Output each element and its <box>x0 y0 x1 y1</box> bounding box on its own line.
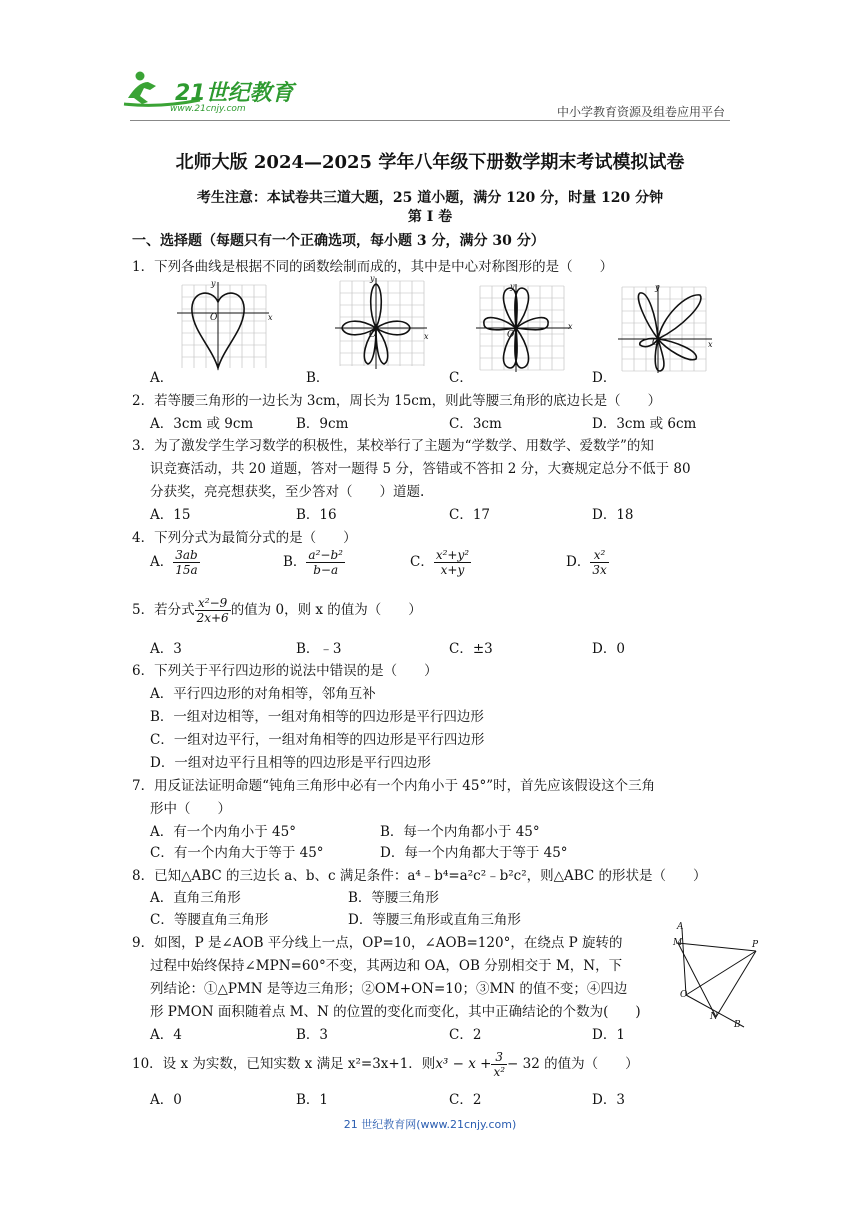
q9-option-a[interactable]: A．4 <box>150 1027 182 1043</box>
q4-stem: 4．下列分式为最简分式的是（ ） <box>132 530 357 546</box>
q9-option-b[interactable]: B．3 <box>296 1027 329 1043</box>
q7-option-d[interactable]: D．每一个内角都大于等于 45° <box>380 845 568 861</box>
logo-url: www.21cnjy.com <box>170 104 246 114</box>
q5-stem <box>132 596 422 625</box>
q1-option-b[interactable]: B． <box>306 370 330 386</box>
page-title: 北师大版 2024—2025 学年八年级下册数学期末考试模拟试卷 <box>175 152 685 173</box>
q4-option-a[interactable] <box>150 548 200 577</box>
q4-d-denominator: 3x <box>592 563 607 577</box>
q1-stem: 1．下列各曲线是根据不同的函数绘制而成的，其中是中心对称图形的是（ ） <box>132 259 614 275</box>
header-divider <box>130 120 730 121</box>
fig-d-o: O <box>652 338 660 348</box>
q3-line1: 3．为了激发学生学习数学的积极性，某校举行了主题为“学数学、用数学、爱数学”的知 <box>132 438 654 454</box>
q8-stem: 8．已知△ABC 的三边长 a、b、c 满足条件：a⁴﹣b⁴=a²c²﹣b²c²，则△ABC 的形状是（ ） <box>132 868 707 884</box>
q4-option-c[interactable] <box>410 548 471 577</box>
logo-text: 21世纪教育 <box>175 81 294 106</box>
q9-line3: 列结论：①△PMN 是等边三角形；②OM+ON=10；③MN 的值不变；④四边 <box>150 981 628 997</box>
q6-option-c[interactable]: C．一组对边平行，一组对角相等的四边形是平行四边形 <box>150 732 485 748</box>
q10-fraction <box>491 1050 507 1079</box>
fig-b-x: x <box>424 332 429 341</box>
q7-option-b[interactable]: B．每一个内角都小于 45° <box>380 824 540 840</box>
fig-a-y: y <box>211 279 216 288</box>
q3-line3: 分获奖，亮亮想获奖，至少答对（ ）道题. <box>150 484 425 500</box>
q9-label-a: A <box>677 922 684 932</box>
q2-option-b[interactable]: B．9cm <box>296 416 349 432</box>
q4-option-d[interactable] <box>566 548 609 577</box>
q7-line1: 7．用反证法证明命题“钝角三角形中必有一个内角小于 45°”时，首先应该假设这个三角 <box>132 778 656 794</box>
fig-a-o: O <box>210 313 218 323</box>
platform-text: 中小学教育资源及组卷应用平台 <box>556 105 725 119</box>
q1-figure-d <box>616 283 716 375</box>
fig-b-o: O <box>369 330 377 340</box>
q4-b-denominator: b−a <box>313 563 339 577</box>
q4-b-numerator: a²−b² <box>308 548 343 562</box>
q10-denominator: x² <box>493 1065 506 1079</box>
q9-line4: 形 PMON 面积随着点 M、N 的位置的变化而变化，其中正确结论的个数为( ) <box>150 1004 641 1020</box>
q5-option-a[interactable]: A．3 <box>150 641 182 657</box>
q1-figure-c <box>474 282 574 374</box>
q10-prefix: 10．设 x 为实数，已知实数 x 满足 x²=3x+1．则 <box>132 1056 436 1072</box>
q6-option-b[interactable]: B．一组对边相等，一组对角相等的四边形是平行四边形 <box>150 709 484 725</box>
q3-option-b[interactable]: B．16 <box>296 507 337 523</box>
q5-prefix: 5．若分式 <box>132 602 195 618</box>
q9-line2: 过程中始终保持∠MPN=60°不变，其两边和 OA，OB 分别相交于 M，N，下 <box>150 958 623 974</box>
q2-option-c[interactable]: C．3cm <box>449 416 502 432</box>
q5-numerator: x²−9 <box>195 596 231 611</box>
fig-d-x: x <box>708 340 713 349</box>
q5-option-b[interactable]: B．﹣3 <box>296 641 342 657</box>
q10-option-a[interactable]: A．0 <box>150 1092 182 1108</box>
q10-option-c[interactable]: C．2 <box>449 1092 482 1108</box>
q10-expr2: − 32 的值为（ ） <box>507 1056 639 1072</box>
q5-option-d[interactable]: D．0 <box>592 641 625 657</box>
q4-fraction-b <box>306 548 345 577</box>
q4-a-denominator: 15a <box>175 563 198 577</box>
q10-numerator: 3 <box>491 1050 507 1065</box>
q4-fraction-c <box>434 548 471 577</box>
q1-figure-b <box>330 276 430 372</box>
q4-option-b-label: B． <box>283 554 307 570</box>
q8-option-a[interactable]: A．直角三角形 <box>150 890 241 906</box>
q7-option-a[interactable]: A．有一个内角小于 45° <box>150 824 296 840</box>
q6-option-d[interactable]: D．一组对边平行且相等的四边形是平行四边形 <box>150 755 431 771</box>
q9-label-n: N <box>710 1012 718 1022</box>
fig-c-y: y <box>510 282 515 291</box>
q4-fraction-d <box>590 548 608 577</box>
q9-line1: 9．如图，P 是∠AOB 平分线上一点，OP=10，∠AOB=120°，在绕点 P 旋转的 <box>132 935 623 951</box>
q9-option-c[interactable]: C．2 <box>449 1027 482 1043</box>
q2-option-a[interactable]: A．3cm 或 9cm <box>150 416 254 432</box>
fig-c-x: x <box>568 322 573 331</box>
q4-c-numerator: x²+y² <box>435 548 470 562</box>
q2-stem: 2．若等腰三角形的一边长为 3cm，周长为 15cm，则此等腰三角形的底边长是（ ） <box>132 393 662 409</box>
q1-option-d[interactable]: D． <box>592 370 617 386</box>
q1-figure-a <box>172 280 272 372</box>
q4-fraction-a <box>173 548 199 577</box>
q10-stem <box>132 1050 639 1079</box>
exam-notice: 考生注意：本试卷共三道大题，25 道小题，满分 120 分，时量 120 分钟 <box>196 190 664 206</box>
fig-a-x: x <box>268 313 273 322</box>
q6-stem: 6．下列关于平行四边形的说法中错误的是（ ） <box>132 663 438 679</box>
footer-link[interactable]: 21 世纪教育网(www.21cnjy.com) <box>343 1118 517 1131</box>
q7-line2: 形中（ ） <box>150 801 231 817</box>
q9-option-d[interactable]: D．1 <box>592 1027 625 1043</box>
q9-label-b: B <box>734 1020 741 1030</box>
q2-option-d[interactable]: D．3cm 或 6cm <box>592 416 697 432</box>
q3-option-d[interactable]: D．18 <box>592 507 634 523</box>
fig-d-y: y <box>655 283 660 292</box>
q5-suffix: 的值为 0，则 x 的值为（ ） <box>230 602 422 618</box>
q3-line2: 识竞赛活动，共 20 道题，答对一题得 5 分，答错或不答扣 2 分，大赛规定总分不低于 80 <box>150 461 691 477</box>
fig-b-y: y <box>370 274 375 283</box>
q1-option-c[interactable]: C． <box>449 370 473 386</box>
q5-option-c[interactable]: C．±3 <box>449 641 493 657</box>
q3-option-c[interactable]: C．17 <box>449 507 491 523</box>
q5-fraction <box>195 596 231 625</box>
q7-option-c[interactable]: C．有一个内角大于等于 45° <box>150 845 324 861</box>
q9-label-p: P <box>752 940 759 950</box>
q9-label-m: M <box>673 938 683 948</box>
section-heading: 一、选择题（每题只有一个正确选项，每小题 3 分，满分 30 分） <box>132 233 545 249</box>
q10-expr1: x³ − x + <box>435 1056 492 1072</box>
volume-label: 第 I 卷 <box>407 209 453 225</box>
q4-option-d-label: D． <box>566 554 591 570</box>
q10-option-b[interactable]: B．1 <box>296 1092 329 1108</box>
q8-option-c[interactable]: C．等腰直角三角形 <box>150 912 269 928</box>
q4-c-denominator: x+y <box>440 563 465 577</box>
q8-option-b[interactable]: B．等腰三角形 <box>348 890 439 906</box>
q8-option-d[interactable]: D．等腰三角形或直角三角形 <box>348 912 521 928</box>
q9-label-o: O <box>680 990 688 1000</box>
q5-denominator: 2x+6 <box>196 611 229 625</box>
q3-option-a[interactable]: A．15 <box>150 507 191 523</box>
q1-option-a[interactable]: A． <box>150 370 174 386</box>
q4-d-numerator: x² <box>590 548 608 563</box>
q4-option-a-label: A． <box>150 554 174 570</box>
q6-option-a[interactable]: A．平行四边形的对角相等，邻角互补 <box>150 686 376 702</box>
q4-option-c-label: C． <box>410 554 434 570</box>
q10-option-d[interactable]: D．3 <box>592 1092 625 1108</box>
fig-c-o: O <box>507 330 515 340</box>
q4-option-b[interactable] <box>283 548 345 577</box>
q4-a-numerator: 3ab <box>175 548 198 562</box>
